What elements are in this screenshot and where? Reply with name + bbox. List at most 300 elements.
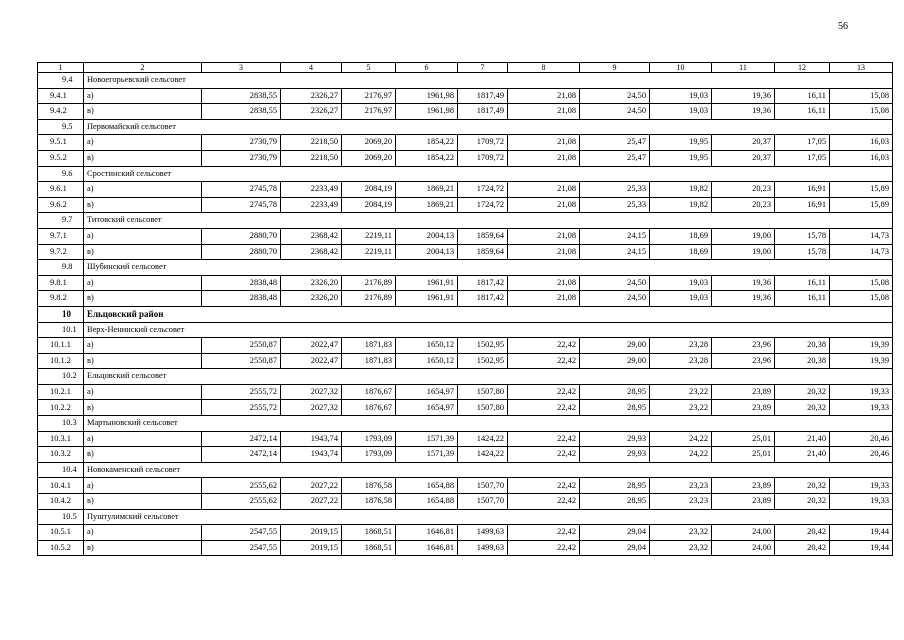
value-cell: 2233,49 xyxy=(281,197,342,213)
value-cell: 25,01 xyxy=(712,447,775,463)
value-cell: 2555,62 xyxy=(202,478,281,494)
value-cell: 23,89 xyxy=(712,384,775,400)
value-cell: 1817,49 xyxy=(458,88,508,104)
table-row xyxy=(38,228,893,244)
section-name: Сростинский сельсовет xyxy=(84,166,893,182)
column-header: 1 xyxy=(38,63,84,73)
row-label: а) xyxy=(84,338,202,354)
row-label: в) xyxy=(84,400,202,416)
value-cell: 23,22 xyxy=(650,400,712,416)
value-cell: 21,08 xyxy=(508,88,580,104)
value-cell: 15,78 xyxy=(775,228,830,244)
value-cell: 2730,79 xyxy=(202,135,281,151)
section-name: Мартыновский сельсовет xyxy=(84,416,893,432)
value-cell: 2027,32 xyxy=(281,400,342,416)
value-cell: 15,08 xyxy=(830,291,893,307)
value-cell: 2326,27 xyxy=(281,104,342,120)
value-cell: 29,04 xyxy=(580,525,650,541)
column-header: 3 xyxy=(202,63,281,73)
value-cell: 19,33 xyxy=(830,400,893,416)
value-cell: 1876,67 xyxy=(342,400,396,416)
value-cell: 1876,58 xyxy=(342,494,396,510)
value-cell: 1650,12 xyxy=(396,353,458,369)
row-code: 10.3.2 xyxy=(38,447,84,463)
value-cell: 15,78 xyxy=(775,244,830,260)
value-cell: 22,42 xyxy=(508,540,580,556)
value-cell: 21,08 xyxy=(508,291,580,307)
value-cell: 23,32 xyxy=(650,540,712,556)
value-cell: 29,00 xyxy=(580,353,650,369)
value-cell: 1507,70 xyxy=(458,478,508,494)
value-cell: 19,95 xyxy=(650,135,712,151)
value-cell: 19,39 xyxy=(830,338,893,354)
value-cell: 19,00 xyxy=(712,244,775,260)
value-cell: 1868,51 xyxy=(342,525,396,541)
value-cell: 23,96 xyxy=(712,338,775,354)
section-row xyxy=(38,119,893,135)
value-cell: 22,42 xyxy=(508,494,580,510)
value-cell: 2176,89 xyxy=(342,275,396,291)
value-cell: 2022,47 xyxy=(281,338,342,354)
value-cell: 24,50 xyxy=(580,88,650,104)
value-cell: 2838,48 xyxy=(202,275,281,291)
value-cell: 2326,20 xyxy=(281,275,342,291)
district-name: Ельцовский район xyxy=(84,306,893,322)
value-cell: 16,11 xyxy=(775,88,830,104)
value-cell: 19,33 xyxy=(830,494,893,510)
row-code: 9.8 xyxy=(38,260,84,276)
value-cell: 2069,20 xyxy=(342,135,396,151)
row-label: а) xyxy=(84,384,202,400)
value-cell: 28,95 xyxy=(580,478,650,494)
section-name: Ельцовский сельсовет xyxy=(84,369,893,385)
value-cell: 22,42 xyxy=(508,431,580,447)
value-cell: 24,22 xyxy=(650,447,712,463)
row-label: а) xyxy=(84,182,202,198)
value-cell: 2019,15 xyxy=(281,525,342,541)
column-header: 6 xyxy=(396,63,458,73)
value-cell: 15,08 xyxy=(830,88,893,104)
row-label: в) xyxy=(84,494,202,510)
value-cell: 23,96 xyxy=(712,353,775,369)
value-cell: 25,47 xyxy=(580,150,650,166)
value-cell: 1868,51 xyxy=(342,540,396,556)
value-cell: 1502,95 xyxy=(458,338,508,354)
row-code: 9.4.1 xyxy=(38,88,84,104)
column-header: 12 xyxy=(775,63,830,73)
value-cell: 2745,78 xyxy=(202,197,281,213)
row-code: 9.6 xyxy=(38,166,84,182)
value-cell: 2084,19 xyxy=(342,197,396,213)
value-cell: 19,95 xyxy=(650,150,712,166)
value-cell: 2472,14 xyxy=(202,431,281,447)
column-header: 9 xyxy=(580,63,650,73)
row-label: а) xyxy=(84,228,202,244)
value-cell: 20,32 xyxy=(775,478,830,494)
row-code: 10.2 xyxy=(38,369,84,385)
value-cell: 17,05 xyxy=(775,135,830,151)
value-cell: 2027,32 xyxy=(281,384,342,400)
row-label: в) xyxy=(84,150,202,166)
row-label: а) xyxy=(84,525,202,541)
value-cell: 2838,48 xyxy=(202,291,281,307)
value-cell: 23,89 xyxy=(712,494,775,510)
value-cell: 2880,70 xyxy=(202,228,281,244)
value-cell: 29,93 xyxy=(580,447,650,463)
table-row xyxy=(38,88,893,104)
value-cell: 19,36 xyxy=(712,291,775,307)
value-cell: 2472,14 xyxy=(202,447,281,463)
section-row xyxy=(38,166,893,182)
row-code: 9.6.1 xyxy=(38,182,84,198)
value-cell: 29,93 xyxy=(580,431,650,447)
row-code: 9.7.1 xyxy=(38,228,84,244)
row-code: 10.3.1 xyxy=(38,431,84,447)
row-code: 9.7 xyxy=(38,213,84,229)
value-cell: 2880,70 xyxy=(202,244,281,260)
table-row xyxy=(38,353,893,369)
value-cell: 1571,39 xyxy=(396,431,458,447)
row-code: 9.4.2 xyxy=(38,104,84,120)
value-cell: 22,42 xyxy=(508,447,580,463)
value-cell: 1709,72 xyxy=(458,135,508,151)
section-row xyxy=(38,213,893,229)
table-body xyxy=(38,63,893,556)
section-row xyxy=(38,260,893,276)
value-cell: 2176,97 xyxy=(342,104,396,120)
section-name: Новокаменский сельсовет xyxy=(84,462,893,478)
value-cell: 20,37 xyxy=(712,135,775,151)
value-cell: 28,95 xyxy=(580,494,650,510)
value-cell: 2233,49 xyxy=(281,182,342,198)
value-cell: 23,89 xyxy=(712,400,775,416)
section-name: Титовский сельсовет xyxy=(84,213,893,229)
value-cell: 2069,20 xyxy=(342,150,396,166)
value-cell: 2027,22 xyxy=(281,478,342,494)
section-row xyxy=(38,509,893,525)
row-code: 10.5.1 xyxy=(38,525,84,541)
section-name: Пуштулимский сельсовет xyxy=(84,509,893,525)
value-cell: 2368,42 xyxy=(281,228,342,244)
row-label: в) xyxy=(84,447,202,463)
value-cell: 2084,19 xyxy=(342,182,396,198)
value-cell: 1871,83 xyxy=(342,338,396,354)
table-row xyxy=(38,447,893,463)
value-cell: 15,08 xyxy=(830,275,893,291)
value-cell: 1507,70 xyxy=(458,494,508,510)
row-label: в) xyxy=(84,540,202,556)
value-cell: 16,11 xyxy=(775,291,830,307)
section-row xyxy=(38,322,893,338)
value-cell: 2550,87 xyxy=(202,338,281,354)
value-cell: 2027,22 xyxy=(281,494,342,510)
value-cell: 1961,98 xyxy=(396,88,458,104)
row-code: 10.2.1 xyxy=(38,384,84,400)
value-cell: 23,28 xyxy=(650,338,712,354)
value-cell: 2176,97 xyxy=(342,88,396,104)
value-cell: 1961,91 xyxy=(396,291,458,307)
table-row xyxy=(38,384,893,400)
value-cell: 2838,55 xyxy=(202,88,281,104)
row-label: в) xyxy=(84,291,202,307)
value-cell: 25,33 xyxy=(580,182,650,198)
value-cell: 23,89 xyxy=(712,478,775,494)
value-cell: 23,23 xyxy=(650,494,712,510)
value-cell: 2555,62 xyxy=(202,494,281,510)
value-cell: 1859,64 xyxy=(458,244,508,260)
row-code: 10.4.2 xyxy=(38,494,84,510)
table-row xyxy=(38,291,893,307)
value-cell: 1650,12 xyxy=(396,338,458,354)
row-code: 10.2.2 xyxy=(38,400,84,416)
value-cell: 2555,72 xyxy=(202,384,281,400)
row-code: 10.4 xyxy=(38,462,84,478)
value-cell: 1709,72 xyxy=(458,150,508,166)
value-cell: 15,89 xyxy=(830,197,893,213)
value-cell: 16,91 xyxy=(775,182,830,198)
value-cell: 18,69 xyxy=(650,228,712,244)
table-row xyxy=(38,478,893,494)
value-cell: 1499,63 xyxy=(458,540,508,556)
value-cell: 20,42 xyxy=(775,540,830,556)
value-cell: 2019,15 xyxy=(281,540,342,556)
row-code: 10.3 xyxy=(38,416,84,432)
header-row xyxy=(38,63,893,73)
table-row xyxy=(38,525,893,541)
table-row xyxy=(38,244,893,260)
value-cell: 2219,11 xyxy=(342,228,396,244)
value-cell: 1876,58 xyxy=(342,478,396,494)
table-row xyxy=(38,182,893,198)
value-cell: 20,38 xyxy=(775,338,830,354)
table-row xyxy=(38,540,893,556)
value-cell: 20,23 xyxy=(712,197,775,213)
value-cell: 22,42 xyxy=(508,400,580,416)
value-cell: 1961,91 xyxy=(396,275,458,291)
row-code: 9.8.2 xyxy=(38,291,84,307)
row-code: 9.5 xyxy=(38,119,84,135)
value-cell: 2838,55 xyxy=(202,104,281,120)
value-cell: 2219,11 xyxy=(342,244,396,260)
value-cell: 19,33 xyxy=(830,478,893,494)
value-cell: 22,42 xyxy=(508,338,580,354)
section-row xyxy=(38,73,893,89)
row-code: 10.4.1 xyxy=(38,478,84,494)
row-label: в) xyxy=(84,197,202,213)
value-cell: 22,42 xyxy=(508,478,580,494)
value-cell: 2004,13 xyxy=(396,228,458,244)
row-code: 9.5.2 xyxy=(38,150,84,166)
value-cell: 24,50 xyxy=(580,291,650,307)
value-cell: 19,44 xyxy=(830,540,893,556)
value-cell: 2326,27 xyxy=(281,88,342,104)
value-cell: 1793,09 xyxy=(342,447,396,463)
value-cell: 21,08 xyxy=(508,104,580,120)
value-cell: 23,28 xyxy=(650,353,712,369)
value-cell: 1869,21 xyxy=(396,197,458,213)
value-cell: 1507,80 xyxy=(458,384,508,400)
row-label: а) xyxy=(84,478,202,494)
table-row xyxy=(38,150,893,166)
value-cell: 1943,74 xyxy=(281,447,342,463)
value-cell: 1871,83 xyxy=(342,353,396,369)
row-label: в) xyxy=(84,353,202,369)
row-code: 10.1.2 xyxy=(38,353,84,369)
table-row xyxy=(38,104,893,120)
value-cell: 19,36 xyxy=(712,88,775,104)
value-cell: 19,44 xyxy=(830,525,893,541)
value-cell: 2730,79 xyxy=(202,150,281,166)
value-cell: 20,38 xyxy=(775,353,830,369)
row-code: 10 xyxy=(38,306,84,322)
section-row xyxy=(38,369,893,385)
value-cell: 21,08 xyxy=(508,275,580,291)
row-label: а) xyxy=(84,88,202,104)
value-cell: 28,95 xyxy=(580,400,650,416)
value-cell: 1817,42 xyxy=(458,275,508,291)
table-row xyxy=(38,275,893,291)
section-row xyxy=(38,416,893,432)
value-cell: 21,40 xyxy=(775,431,830,447)
value-cell: 1943,74 xyxy=(281,431,342,447)
value-cell: 19,82 xyxy=(650,182,712,198)
value-cell: 23,23 xyxy=(650,478,712,494)
value-cell: 1817,49 xyxy=(458,104,508,120)
page-number: 56 xyxy=(838,21,848,32)
value-cell: 1654,97 xyxy=(396,400,458,416)
value-cell: 1654,97 xyxy=(396,384,458,400)
value-cell: 19,33 xyxy=(830,384,893,400)
value-cell: 2368,42 xyxy=(281,244,342,260)
value-cell: 16,11 xyxy=(775,104,830,120)
value-cell: 20,32 xyxy=(775,494,830,510)
row-code: 9.6.2 xyxy=(38,197,84,213)
column-header: 13 xyxy=(830,63,893,73)
value-cell: 15,89 xyxy=(830,182,893,198)
value-cell: 19,03 xyxy=(650,88,712,104)
value-cell: 24,50 xyxy=(580,104,650,120)
row-code: 9.7.2 xyxy=(38,244,84,260)
value-cell: 19,03 xyxy=(650,275,712,291)
table-row xyxy=(38,400,893,416)
value-cell: 1859,64 xyxy=(458,228,508,244)
value-cell: 24,22 xyxy=(650,431,712,447)
value-cell: 1654,88 xyxy=(396,494,458,510)
value-cell: 20,32 xyxy=(775,384,830,400)
column-header: 10 xyxy=(650,63,712,73)
value-cell: 16,91 xyxy=(775,197,830,213)
value-cell: 21,40 xyxy=(775,447,830,463)
value-cell: 20,46 xyxy=(830,447,893,463)
value-cell: 20,23 xyxy=(712,182,775,198)
district-row xyxy=(38,306,893,322)
row-label: а) xyxy=(84,275,202,291)
value-cell: 1876,67 xyxy=(342,384,396,400)
value-cell: 1502,95 xyxy=(458,353,508,369)
value-cell: 19,00 xyxy=(712,228,775,244)
value-cell: 24,50 xyxy=(580,275,650,291)
value-cell: 20,32 xyxy=(775,400,830,416)
value-cell: 1571,39 xyxy=(396,447,458,463)
value-cell: 21,08 xyxy=(508,197,580,213)
value-cell: 16,03 xyxy=(830,150,893,166)
value-cell: 24,00 xyxy=(712,540,775,556)
section-row xyxy=(38,462,893,478)
table-row xyxy=(38,197,893,213)
table-row xyxy=(38,494,893,510)
value-cell: 1961,98 xyxy=(396,104,458,120)
row-code: 10.1 xyxy=(38,322,84,338)
value-cell: 14,73 xyxy=(830,244,893,260)
value-cell: 1646,81 xyxy=(396,540,458,556)
column-header: 5 xyxy=(342,63,396,73)
value-cell: 2022,47 xyxy=(281,353,342,369)
value-cell: 21,08 xyxy=(508,150,580,166)
value-cell: 19,03 xyxy=(650,291,712,307)
value-cell: 23,32 xyxy=(650,525,712,541)
value-cell: 22,42 xyxy=(508,525,580,541)
value-cell: 22,42 xyxy=(508,353,580,369)
value-cell: 2176,89 xyxy=(342,291,396,307)
value-cell: 19,39 xyxy=(830,353,893,369)
value-cell: 2547,55 xyxy=(202,525,281,541)
row-label: в) xyxy=(84,104,202,120)
section-name: Первомайский сельсовет xyxy=(84,119,893,135)
value-cell: 2218,50 xyxy=(281,135,342,151)
value-cell: 1499,63 xyxy=(458,525,508,541)
column-header: 2 xyxy=(84,63,202,73)
value-cell: 25,33 xyxy=(580,197,650,213)
value-cell: 1854,22 xyxy=(396,135,458,151)
value-cell: 1724,72 xyxy=(458,182,508,198)
table-row xyxy=(38,431,893,447)
row-code: 9.4 xyxy=(38,73,84,89)
section-name: Новоегорьевский сельсовет xyxy=(84,73,893,89)
tariff-table xyxy=(37,62,893,556)
value-cell: 2218,50 xyxy=(281,150,342,166)
value-cell: 22,42 xyxy=(508,384,580,400)
value-cell: 19,36 xyxy=(712,275,775,291)
value-cell: 1654,88 xyxy=(396,478,458,494)
value-cell: 1507,80 xyxy=(458,400,508,416)
row-code: 10.5 xyxy=(38,509,84,525)
value-cell: 1817,42 xyxy=(458,291,508,307)
value-cell: 15,08 xyxy=(830,104,893,120)
value-cell: 24,15 xyxy=(580,244,650,260)
value-cell: 2550,87 xyxy=(202,353,281,369)
value-cell: 1724,72 xyxy=(458,197,508,213)
value-cell: 1424,22 xyxy=(458,447,508,463)
value-cell: 17,05 xyxy=(775,150,830,166)
value-cell: 1646,81 xyxy=(396,525,458,541)
value-cell: 21,08 xyxy=(508,244,580,260)
value-cell: 1869,21 xyxy=(396,182,458,198)
value-cell: 20,46 xyxy=(830,431,893,447)
value-cell: 2745,78 xyxy=(202,182,281,198)
row-label: а) xyxy=(84,135,202,151)
section-name: Шубинский сельсовет xyxy=(84,260,893,276)
value-cell: 14,73 xyxy=(830,228,893,244)
value-cell: 1793,09 xyxy=(342,431,396,447)
value-cell: 2547,55 xyxy=(202,540,281,556)
row-label: в) xyxy=(84,244,202,260)
column-header: 8 xyxy=(508,63,580,73)
value-cell: 19,03 xyxy=(650,104,712,120)
value-cell: 21,08 xyxy=(508,135,580,151)
value-cell: 16,03 xyxy=(830,135,893,151)
value-cell: 18,69 xyxy=(650,244,712,260)
row-label: а) xyxy=(84,431,202,447)
